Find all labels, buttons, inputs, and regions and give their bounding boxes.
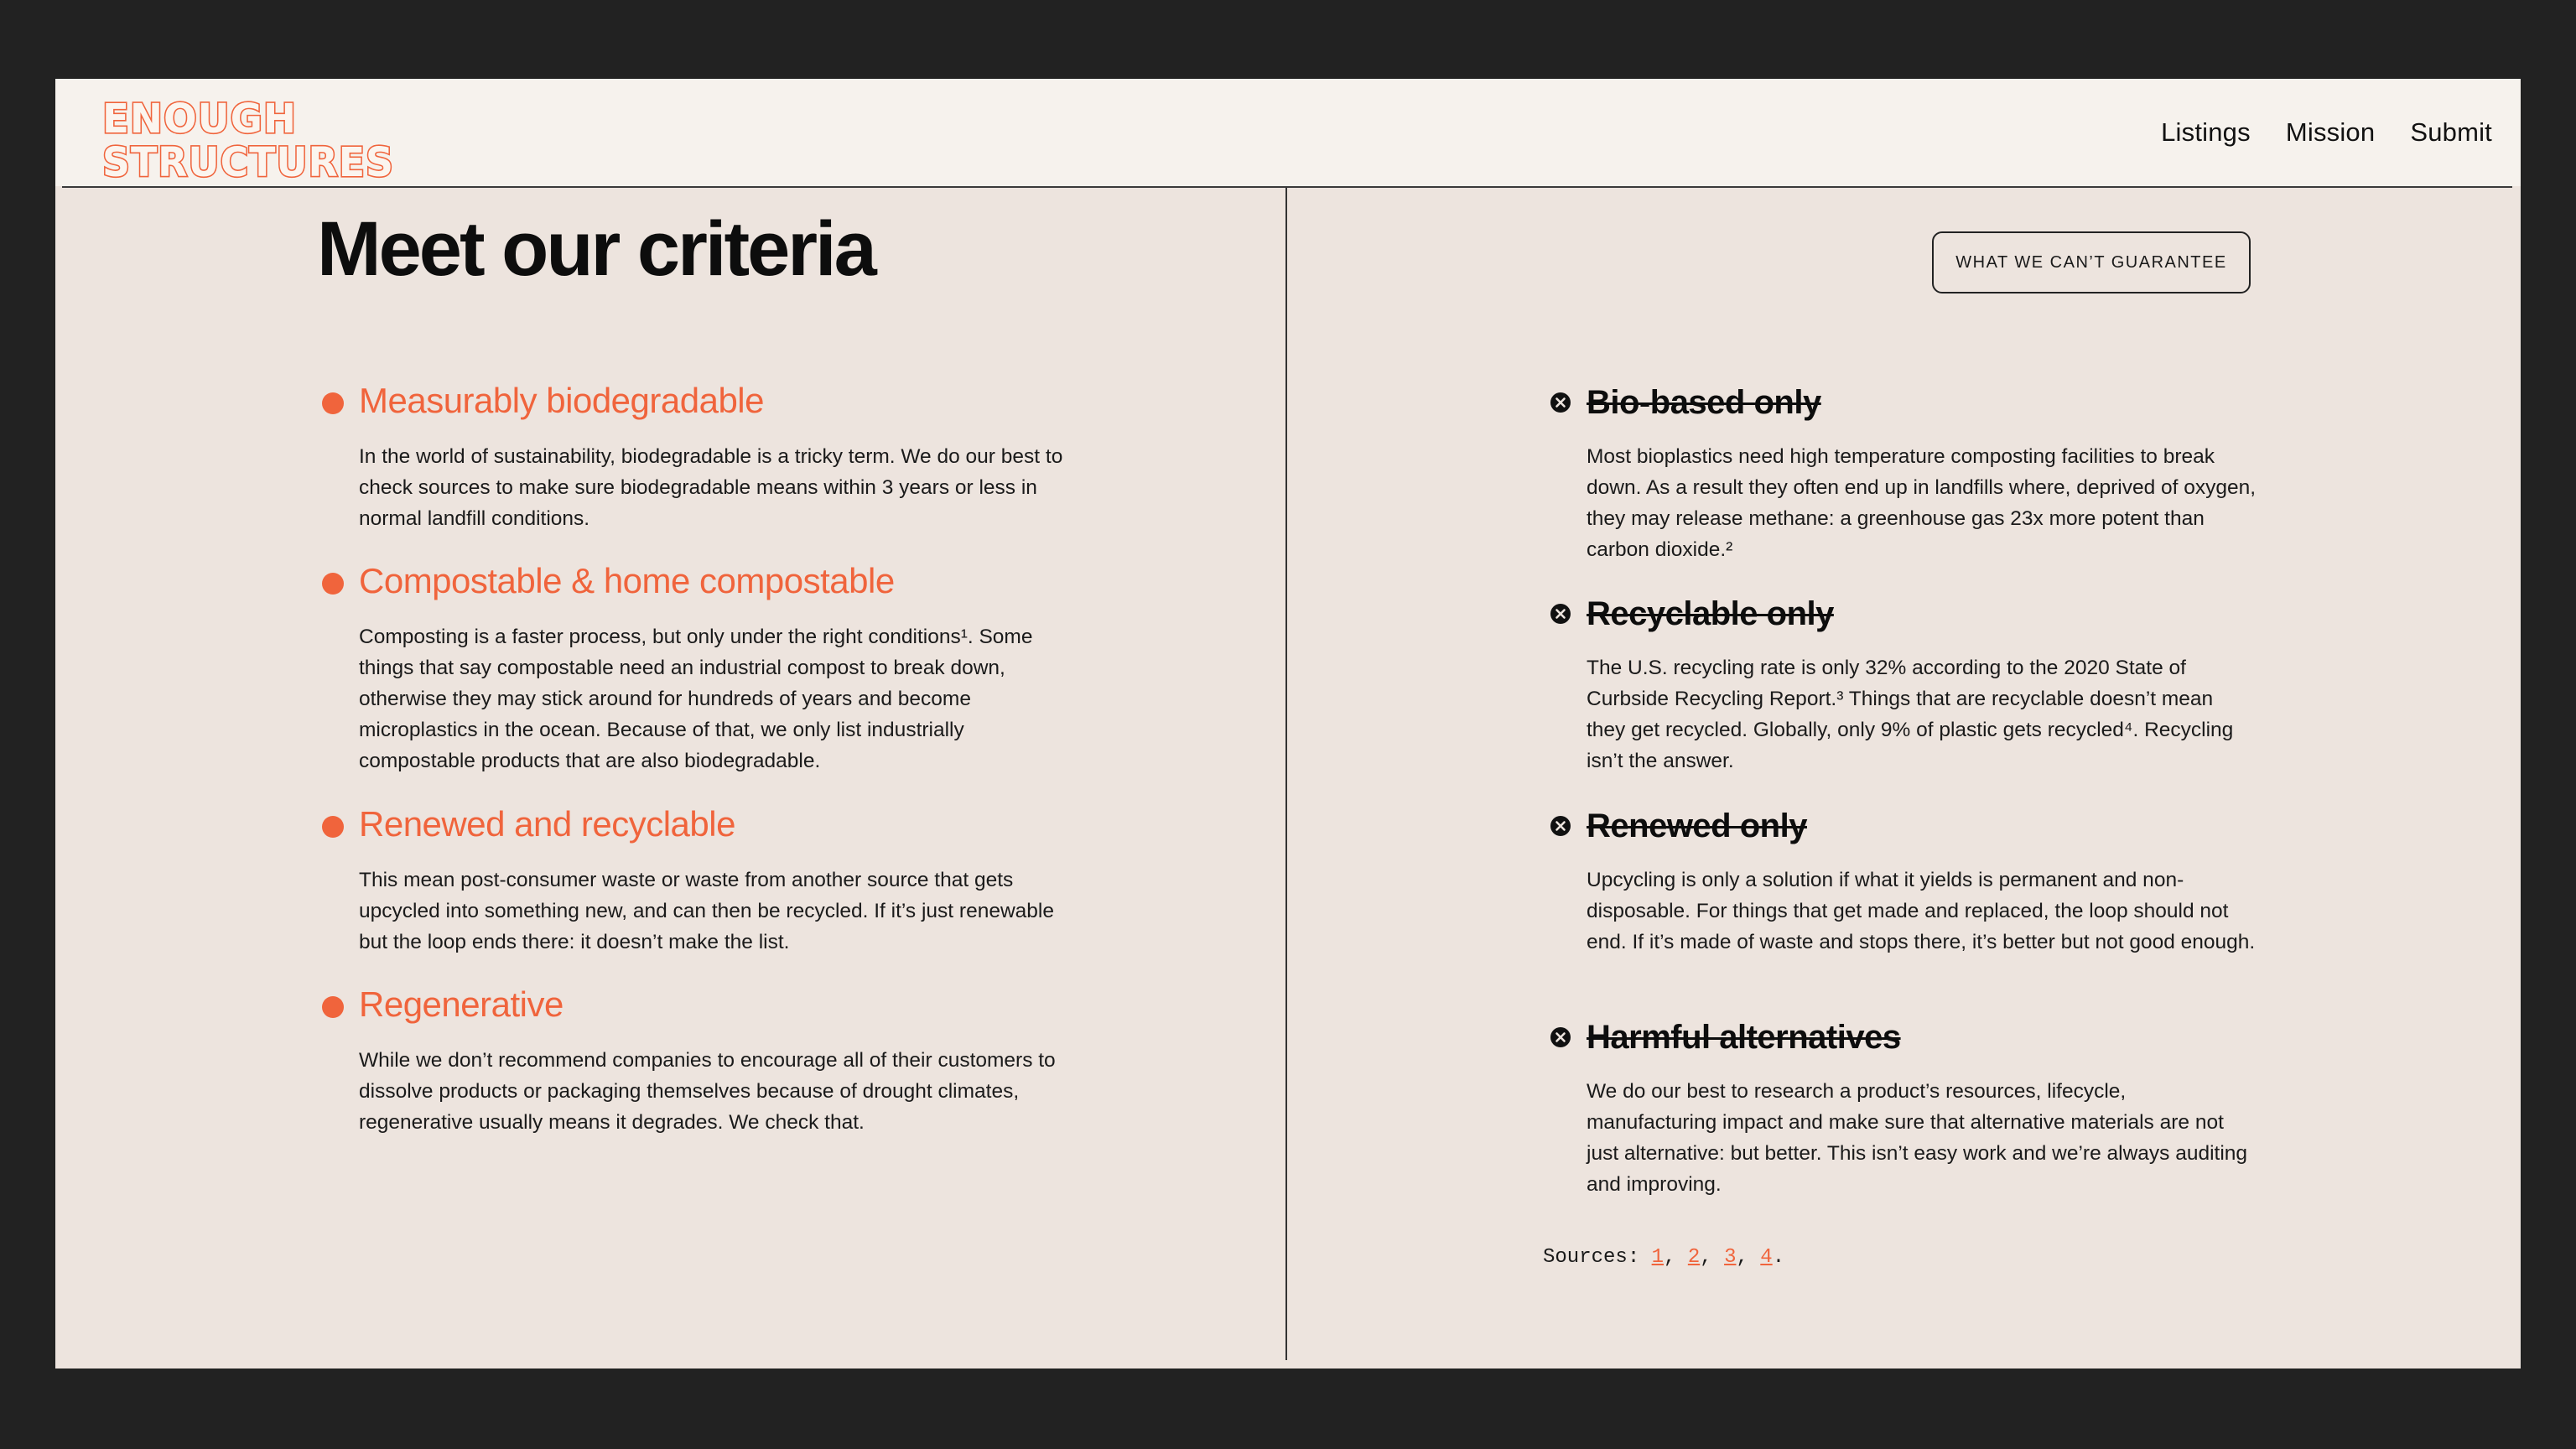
criterion-regenerative <box>322 981 1093 1138</box>
criterion-title: Renewed and recyclable <box>359 804 735 844</box>
exclusion-description: We do our best to research a product’s resources, lifecycle, manufacturing impact and make sure that alternative materials are not just alternative: but better. This isn’t easy work and we’re always auditing and improving. <box>1587 1080 2248 1196</box>
sources-label: Sources: <box>1543 1246 1652 1269</box>
x-circle-icon <box>1550 603 1571 625</box>
criterion-renewed-recyclable <box>322 801 1093 958</box>
logo-wordmark <box>99 96 418 186</box>
criterion-description: Composting is a faster process, but only under the right conditions¹. Some things that say compostable need an industrial compost to break down, otherwise they may stick around for hundreds of years and become microplastics in the ocean. Because of that, we only list industrially compostable products that are also biodegradable. <box>359 626 1033 772</box>
criterion-heading <box>322 981 1093 1028</box>
exclusion-heading <box>1550 802 2304 849</box>
sources-line <box>1543 1246 1784 1269</box>
exclusion-heading <box>1550 379 2304 426</box>
main-nav <box>2161 117 2492 148</box>
criterion-title: Regenerative <box>359 984 564 1024</box>
logo-line-2: STRUCTURES <box>102 139 394 186</box>
exclusion-recyclable <box>1550 590 2304 776</box>
x-circle-icon <box>1550 392 1571 413</box>
criterion-measurably-biodegradable <box>322 377 1093 534</box>
header-divider <box>62 186 2512 188</box>
exclusion-title: Bio-based only <box>1587 384 1821 421</box>
page-title: Meet our criteria <box>317 206 875 292</box>
exclusion-heading <box>1550 1014 2304 1061</box>
nav-submit[interactable]: Submit <box>2410 117 2492 147</box>
page-frame <box>55 79 2521 1368</box>
criterion-description: While we don’t recommend companies to encourage all of their customers to dissolve products or packaging themselves because of drought climates, regenerative usually means it degrades. We check that. <box>359 1049 1056 1134</box>
nav-mission[interactable]: Mission <box>2285 117 2376 147</box>
site-header <box>55 79 2521 186</box>
exclusion-renewed <box>1550 802 2304 958</box>
criterion-heading <box>322 801 1093 848</box>
x-circle-icon <box>1550 815 1571 837</box>
sources-end: . <box>1772 1246 1785 1269</box>
criterion-heading <box>322 377 1093 424</box>
exclusion-description: Most bioplastics need high temperature composting facilities to break down. As a result they often end up in landfills where, deprived of oxygen, they may release methane: a greenhouse gas 23x more potent than carbon dioxide.² <box>1587 445 2257 561</box>
x-circle-icon <box>1550 1026 1571 1048</box>
exclusion-description: Upcycling is only a solution if what it yields is permanent and non-disposable. For things that get made and replaced, the loop should not end. If it’s made of waste and stops there, it’s better but not good enough. <box>1587 869 2256 953</box>
criterion-description: In the world of sustainability, biodegradable is a tricky term. We do our best to check sources to make sure biodegradable means within 3 years or less in normal landfill conditions. <box>359 445 1063 530</box>
source-link-3[interactable]: 3 <box>1724 1246 1737 1269</box>
criterion-heading <box>322 558 1093 605</box>
criterion-description: This mean post-consumer waste or waste from another source that gets upcycled into something new, and can then be recycled. If it’s just renewable but the loop ends there: it doesn’t make the list. <box>359 869 1054 953</box>
sources-separator: , <box>1736 1246 1761 1269</box>
filled-circle-icon <box>322 573 344 595</box>
exclusion-title: Recyclable only <box>1587 595 1834 632</box>
exclusion-title: Renewed only <box>1587 808 1807 844</box>
column-divider <box>1285 188 1287 1360</box>
site-logo[interactable] <box>99 96 418 186</box>
source-link-2[interactable]: 2 <box>1687 1246 1701 1269</box>
exclusion-bio-based <box>1550 379 2304 565</box>
filled-circle-icon <box>322 816 344 838</box>
sources-separator: , <box>1700 1246 1725 1269</box>
exclusion-title: Harmful alternatives <box>1587 1019 1901 1056</box>
source-link-4[interactable]: 4 <box>1760 1246 1773 1269</box>
sources-separator: , <box>1664 1246 1688 1269</box>
criterion-title: Measurably biodegradable <box>359 381 764 420</box>
nav-listings[interactable]: Listings <box>2161 117 2251 147</box>
criterion-title: Compostable & home compostable <box>359 561 895 600</box>
criterion-compostable <box>322 558 1093 776</box>
logo-line-1: ENOUGH <box>102 96 297 143</box>
exclusion-description: The U.S. recycling rate is only 32% according to the 2020 State of Curbside Recycling Report.³ Things that are recyclable doesn’t mean they get recycled. Globally, only 9% of plastic gets recycled⁴. Recycling isn’t the answer. <box>1587 657 2234 772</box>
exclusion-heading <box>1550 590 2304 637</box>
exclusion-harmful-alternatives <box>1550 1014 2304 1200</box>
source-link-1[interactable]: 1 <box>1651 1246 1665 1269</box>
filled-circle-icon <box>322 996 344 1018</box>
what-we-cant-guarantee-button[interactable]: WHAT WE CAN’T GUARANTEE <box>1932 231 2251 293</box>
filled-circle-icon <box>322 392 344 414</box>
